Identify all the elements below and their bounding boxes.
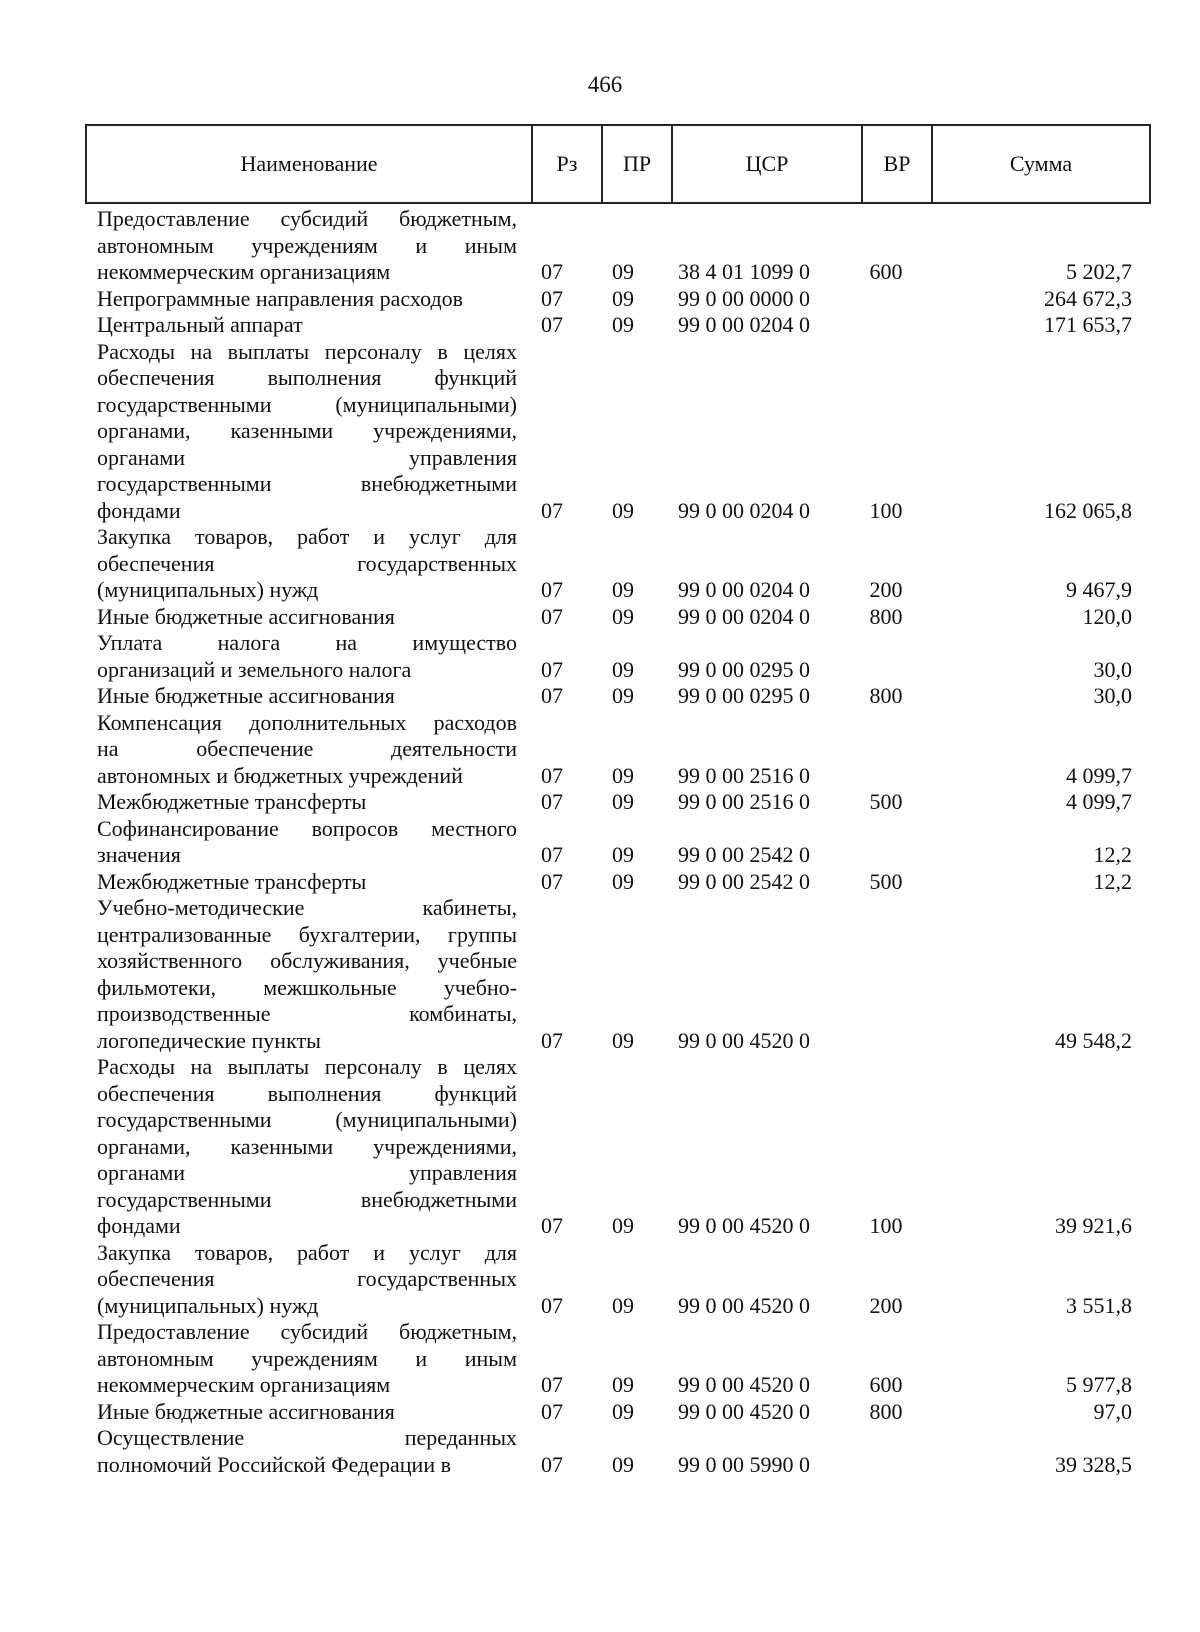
- row-name-line: Иные бюджетные ассигнования: [97, 1398, 395, 1424]
- row-rz: 07: [541, 1451, 563, 1477]
- row-csr: 99 0 00 0204 0: [678, 497, 810, 523]
- row-name-line: Предоставление субсидий бюджетным,: [97, 1319, 517, 1344]
- table-body: [0, 206, 1200, 1478]
- row-name-line: Межбюджетные трансферты: [97, 789, 367, 814]
- row-name-line: Осуществление переданных: [97, 1425, 517, 1450]
- row-name: [97, 339, 517, 525]
- row-sum: 30,0: [1093, 656, 1132, 682]
- row-name: [97, 604, 517, 631]
- table-row: [0, 604, 1200, 631]
- row-csr: 99 0 00 0000 0: [678, 285, 810, 311]
- row-pr: 09: [612, 1451, 634, 1477]
- row-sum: 4 099,7: [1066, 762, 1132, 788]
- row-name-line: фондами: [97, 1213, 181, 1238]
- row-csr: 99 0 00 0204 0: [678, 577, 810, 602]
- row-vr: 100: [869, 497, 903, 523]
- row-pr: 09: [612, 285, 634, 311]
- row-csr: 99 0 00 0204 0: [678, 603, 810, 629]
- row-rz: 07: [541, 656, 563, 682]
- row-csr: 99 0 00 4520 0: [678, 1292, 810, 1318]
- row-name-line: производственные комбинаты,: [97, 1001, 517, 1026]
- row-name-line: Уплата налога на имущество: [97, 630, 517, 655]
- row-name-line: Учебно-методические кабинеты,: [97, 895, 517, 920]
- row-name: [97, 895, 517, 1054]
- table-row: [0, 339, 1200, 525]
- row-name-line: Расходы на выплаты персоналу в целях: [97, 1054, 517, 1079]
- row-vr: 200: [869, 1292, 903, 1318]
- row-vr: [856, 312, 916, 339]
- row-name-line: централизованные бухгалтерии, группы: [97, 921, 517, 947]
- row-csr: 99 0 00 0295 0: [678, 656, 810, 682]
- row-csr: 99 0 00 4520 0: [678, 1027, 810, 1053]
- row-vr: 500: [869, 868, 903, 894]
- row-vr: 100: [869, 1213, 903, 1238]
- row-csr: 99 0 00 5990 0: [678, 1451, 810, 1477]
- row-pr: 09: [612, 1027, 634, 1053]
- row-sum: 9 467,9: [1066, 577, 1132, 602]
- row-name-line: обеспечения выполнения функций: [97, 365, 517, 390]
- row-vr: [856, 1452, 916, 1479]
- row-name: [97, 869, 517, 896]
- row-vr: 800: [869, 603, 903, 629]
- row-pr: 09: [612, 497, 634, 523]
- row-csr: 99 0 00 2542 0: [678, 842, 810, 867]
- row-name-line: автономным учреждениям и иным: [97, 1345, 517, 1371]
- table-row: [0, 524, 1200, 604]
- row-csr: 99 0 00 4520 0: [678, 1213, 810, 1238]
- row-name-line: Закупка товаров, работ и услуг для: [97, 524, 517, 549]
- row-name-line: Центральный аппарат: [97, 312, 303, 337]
- row-rz: 07: [541, 683, 563, 708]
- row-sum: 39 921,6: [1055, 1213, 1132, 1238]
- row-name-line: (муниципальных) нужд: [97, 1292, 319, 1318]
- header-name: Наименование: [86, 125, 532, 203]
- row-sum: 30,0: [1093, 683, 1132, 708]
- row-name-line: некоммерческим организациям: [97, 1372, 391, 1397]
- row-sum: 162 065,8: [1044, 497, 1132, 523]
- row-name-line: государственными внебюджетными: [97, 1186, 517, 1212]
- row-pr: 09: [612, 603, 634, 629]
- table-row: [0, 683, 1200, 710]
- row-vr: 600: [869, 1372, 903, 1397]
- row-name-line: значения: [97, 842, 181, 867]
- row-sum: 39 328,5: [1055, 1451, 1132, 1477]
- row-name-line: государственными (муниципальными): [97, 1107, 517, 1132]
- table-row: [0, 1240, 1200, 1320]
- row-vr: [856, 842, 916, 869]
- table-row: [0, 895, 1200, 1054]
- row-name-line: фильмотеки, межшкольные учебно-: [97, 974, 517, 1000]
- row-pr: 09: [612, 762, 634, 788]
- row-sum: 49 548,2: [1055, 1027, 1132, 1053]
- header-csr: ЦСР: [672, 125, 862, 203]
- row-rz: 07: [541, 603, 563, 629]
- row-vr: [856, 286, 916, 313]
- row-name: [97, 1425, 517, 1478]
- row-name-line: обеспечения выполнения функций: [97, 1080, 517, 1106]
- row-csr: 99 0 00 0204 0: [678, 312, 810, 337]
- row-name: [97, 630, 517, 683]
- row-sum: 171 653,7: [1044, 312, 1132, 337]
- row-name-line: государственными (муниципальными): [97, 391, 517, 417]
- row-name-line: на обеспечение деятельности: [97, 736, 517, 761]
- row-sum: 12,2: [1093, 842, 1132, 867]
- row-vr: [856, 1028, 916, 1055]
- row-rz: 07: [541, 789, 563, 814]
- row-vr: [856, 657, 916, 684]
- row-vr: 600: [869, 259, 903, 284]
- row-pr: 09: [612, 868, 634, 894]
- row-name-line: Непрограммные направления расходов: [97, 285, 464, 311]
- row-name-line: полномочий Российской Федерации в: [97, 1451, 451, 1477]
- row-pr: 09: [612, 656, 634, 682]
- row-pr: 09: [612, 1292, 634, 1318]
- header-vr: ВР: [862, 125, 932, 203]
- row-name: [97, 312, 517, 339]
- row-pr: 09: [612, 312, 634, 337]
- table-row: [0, 206, 1200, 286]
- table-row: [0, 630, 1200, 683]
- row-name-line: автономных и бюджетных учреждений: [97, 762, 463, 788]
- row-rz: 07: [541, 312, 563, 337]
- row-sum: 120,0: [1082, 603, 1132, 629]
- row-name: [97, 1319, 517, 1399]
- row-name-line: некоммерческим организациям: [97, 259, 391, 284]
- row-name-line: (муниципальных) нужд: [97, 577, 319, 602]
- row-name-line: Иные бюджетные ассигнования: [97, 603, 395, 629]
- row-name-line: Закупка товаров, работ и услуг для: [97, 1239, 517, 1265]
- row-name-line: Межбюджетные трансферты: [97, 868, 367, 894]
- row-name: [97, 789, 517, 816]
- row-csr: 99 0 00 2516 0: [678, 789, 810, 814]
- header-pr: ПР: [602, 125, 672, 203]
- header-rz: Рз: [532, 125, 602, 203]
- row-name: [97, 1054, 517, 1240]
- table-header: [85, 124, 1151, 204]
- row-vr: 800: [869, 683, 903, 708]
- table-row: [0, 816, 1200, 869]
- table-row: [0, 710, 1200, 790]
- row-pr: 09: [612, 1398, 634, 1424]
- row-name: [97, 1399, 517, 1426]
- row-name-line: органами управления: [97, 1160, 517, 1185]
- row-name-line: Софинансирование вопросов местного: [97, 815, 517, 841]
- table-row: [0, 789, 1200, 816]
- row-rz: 07: [541, 1292, 563, 1318]
- row-csr: 99 0 00 4520 0: [678, 1372, 810, 1397]
- row-name: [97, 683, 517, 710]
- row-sum: 5 977,8: [1066, 1372, 1132, 1397]
- row-name-line: органами, казенными учреждениями,: [97, 1133, 517, 1159]
- row-csr: 99 0 00 0295 0: [678, 683, 810, 708]
- table-row: [0, 286, 1200, 313]
- row-name-line: органами, казенными учреждениями,: [97, 418, 517, 443]
- row-name-line: Предоставление субсидий бюджетным,: [97, 206, 517, 231]
- row-pr: 09: [612, 842, 634, 867]
- page-number: 466: [587, 72, 623, 97]
- row-csr: 99 0 00 2542 0: [678, 868, 810, 894]
- row-pr: 09: [612, 683, 634, 708]
- row-rz: 07: [541, 1213, 563, 1238]
- row-rz: 07: [541, 1372, 563, 1397]
- table-row: [0, 1425, 1200, 1478]
- row-name-line: органами управления: [97, 444, 517, 470]
- row-pr: 09: [612, 577, 634, 602]
- table-row: [0, 869, 1200, 896]
- table-row: [0, 1054, 1200, 1240]
- row-csr: 99 0 00 2516 0: [678, 762, 810, 788]
- row-name-line: Иные бюджетные ассигнования: [97, 683, 395, 708]
- row-name-line: фондами: [97, 497, 181, 523]
- row-vr: [856, 763, 916, 790]
- row-rz: 07: [541, 1027, 563, 1053]
- row-name: [97, 286, 517, 313]
- row-csr: 38 4 01 1099 0: [678, 259, 810, 284]
- row-name: [97, 1240, 517, 1320]
- row-rz: 07: [541, 842, 563, 867]
- row-sum: 5 202,7: [1066, 259, 1132, 284]
- row-vr: 200: [869, 577, 903, 602]
- table-row: [0, 312, 1200, 339]
- row-pr: 09: [612, 1372, 634, 1397]
- row-name-line: государственными внебюджетными: [97, 471, 517, 496]
- row-name-line: обеспечения государственных: [97, 550, 517, 576]
- row-name-line: Компенсация дополнительных расходов: [97, 709, 517, 735]
- row-pr: 09: [612, 259, 634, 284]
- row-name-line: организаций и земельного налога: [97, 656, 412, 682]
- row-vr: 500: [869, 789, 903, 814]
- row-name-line: Расходы на выплаты персоналу в целях: [97, 338, 517, 364]
- row-sum: 12,2: [1093, 868, 1132, 894]
- row-rz: 07: [541, 259, 563, 284]
- row-vr: 800: [869, 1398, 903, 1424]
- row-rz: 07: [541, 868, 563, 894]
- row-pr: 09: [612, 1213, 634, 1238]
- row-name-line: обеспечения государственных: [97, 1266, 517, 1291]
- row-name-line: автономным учреждениям и иным: [97, 232, 517, 258]
- row-csr: 99 0 00 4520 0: [678, 1398, 810, 1424]
- row-name-line: логопедические пункты: [97, 1027, 321, 1053]
- row-name: [97, 710, 517, 790]
- row-sum: 3 551,8: [1066, 1292, 1132, 1318]
- header-sum: Сумма: [932, 125, 1150, 203]
- row-rz: 07: [541, 497, 563, 523]
- row-rz: 07: [541, 577, 563, 602]
- row-sum: 4 099,7: [1066, 789, 1132, 814]
- row-name: [97, 524, 517, 604]
- row-sum: 97,0: [1093, 1398, 1132, 1424]
- row-name: [97, 816, 517, 869]
- row-pr: 09: [612, 789, 634, 814]
- table-row: [0, 1319, 1200, 1399]
- row-rz: 07: [541, 285, 563, 311]
- row-name: [97, 206, 517, 286]
- table-row: [0, 1399, 1200, 1426]
- row-name-line: хозяйственного обслуживания, учебные: [97, 948, 517, 973]
- row-rz: 07: [541, 762, 563, 788]
- row-sum: 264 672,3: [1044, 285, 1132, 311]
- row-rz: 07: [541, 1398, 563, 1424]
